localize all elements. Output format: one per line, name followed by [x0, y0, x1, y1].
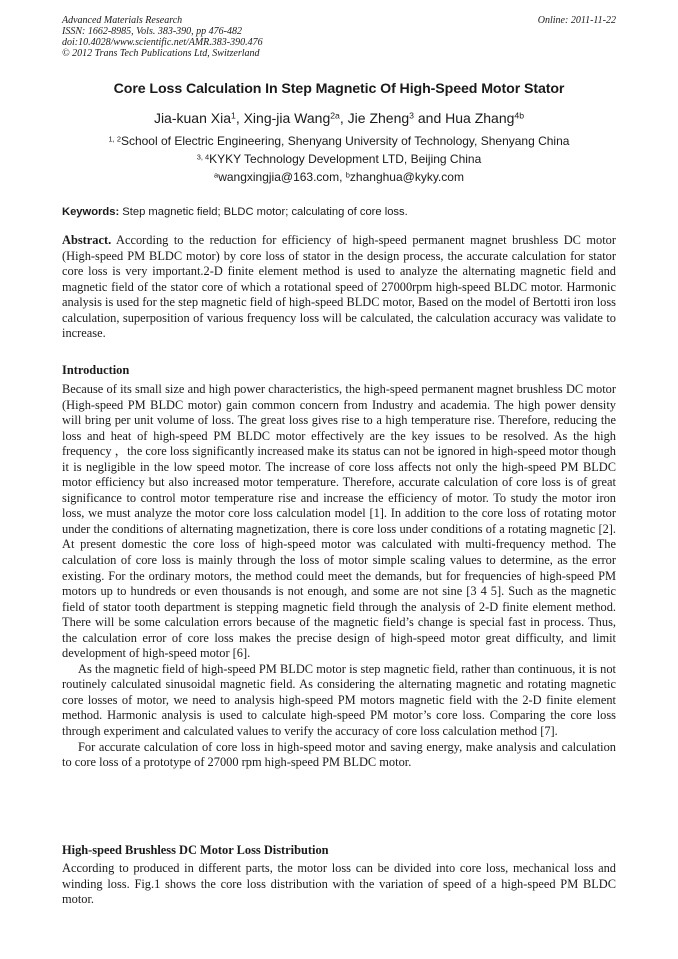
author-name: Hua Zhang — [445, 110, 515, 126]
author-affiliation-marker: 2a — [330, 110, 340, 121]
affiliation-marker: 1, 2 — [108, 134, 121, 144]
author-emails — [40, 170, 638, 184]
journal-name: Advanced Materials Research — [62, 15, 183, 26]
author-affiliation-marker: 4b — [514, 110, 525, 121]
abstract — [62, 233, 616, 342]
abstract-text: According to the reduction for efficiency of high-speed permanent magnet brushless DC motor (High-speed PM BLDC motor) by core loss of stator in the design process, the accurate calculation for stator core loss is very important.2-D finite element method is used to analyze the alternating magnetic field and magnetic field of the stator core of which a rotational speed of 27000rpm high-speed BLDC motor. Harmonic analysis is used for the step magnetic field of high-speed BLDC motor, Based on the model of Bertotti iron loss calculation, superposition of various frequency loss will be calculated, the calculation accuracy was validate to increase. — [62, 233, 616, 341]
affiliation-text: School of Electric Engineering, Shenyang University of Technology, Shenyang China — [120, 134, 570, 148]
loss-distribution-body — [62, 861, 616, 908]
author-name: Jie Zheng — [347, 110, 410, 126]
keywords — [62, 206, 616, 218]
author-separator: , — [235, 110, 244, 126]
email-marker: a — [214, 170, 219, 180]
author-name: Jia-kuan Xia — [153, 110, 231, 126]
email-link[interactable]: zhanghua@kyky.com — [349, 170, 464, 184]
author-list — [40, 110, 638, 126]
email-link[interactable]: wangxingjia@163.com — [218, 170, 340, 184]
section-heading-introduction: Introduction — [62, 363, 130, 377]
doi-line[interactable]: doi:10.4028/www.scientific.net/AMR.383-390.476 — [62, 37, 263, 48]
author-separator: , — [339, 110, 348, 126]
keywords-label: Keywords: — [62, 206, 120, 218]
affiliation-2 — [40, 152, 638, 166]
affiliation-marker: 3, 4 — [196, 152, 210, 162]
email-separator: , — [339, 170, 346, 184]
journal-header — [62, 15, 616, 59]
copyright-line: © 2012 Trans Tech Publications Ltd, Switzerland — [62, 48, 260, 59]
paragraph: Because of its small size and high power characteristics, the high-speed permanent magnet brushless DC motor (High-speed PM BLDC motor) gain common concern from Industry and academia. The high power density will bring per unit volume of loss. The great loss gives rise to a high temperature rise. Therefore, reducing the loss and heat of high-speed PM BLDC motor effectively are the key issues to be resolved. As the high frequency ，the core loss significantly increased make its status can not be ignored in high-speed motor though it is negligible in the low speed motor. The increase of core loss affects not only the high-speed PM BLDC motor efficiency but also increased motor temperature. Therefore, accurate calculation of core loss is of great significance to control motor temperature rise and increase the efficiency of motor. To study the motor iron loss, we must analyze the motor core loss calculation model [1]. In addition to the core loss of rotating motor under the conditions of alternating magnetization, there is core loss under conditions of a rotating magnetic [2]. At present domestic the core loss of high-speed motor was calculated with multi-frequency method. The calculation of core loss is mainly through the loss of motor simple scaling values to determine, as the error existing. For the ordinary motors, the method could meet the demands, but for frequencies of high-speed PM motors up to hundreds or even thousands is not enough, and some are not sine [3 4 5]. Such as the magnetic field of stator tooth department is stepping magnetic field through the analysis of 2-D finite element method. There will be some calculation errors because of the magnetic field’s change is special fast in process. Thus, the calculation error of core loss makes the precise design of high-speed motor great difficulty, and limit development of high-speed motor [6]. — [62, 382, 616, 661]
paragraph: As the magnetic field of high-speed PM BLDC motor is step magnetic field, rather than continuous, it is not routinely calculated sinusoidal magnetic field. As considering the alternating magnetic and rotating magnetic core losses of motor, we need to analysis high-speed PM motors magnetic field with the 2-D finite element method. Harmonic analysis is used to calculate high-speed PM motor’s core loss. Comparing the core loss through experiment and calculated values to verify the accuracy of core loss calculation method [7]. — [62, 661, 616, 739]
introduction-body — [62, 382, 616, 771]
online-date: Online: 2011-11-22 — [537, 15, 616, 26]
author-affiliation-marker: 3 — [409, 110, 414, 121]
email-marker: b — [345, 170, 350, 180]
paper-title: Core Loss Calculation In Step Magnetic Of High-Speed Motor Stator — [113, 81, 565, 97]
paragraph: According to produced in different parts, the motor loss can be divided into core loss, mechanical loss and winding loss. Fig.1 shows the core loss distribution with the variation of speed of a high-speed PM BLDC motor. — [62, 861, 616, 907]
paragraph: For accurate calculation of core loss in high-speed motor and saving energy, make analysis and calculation to core loss of a prototype of 27000 rpm high-speed PM BLDC motor. — [62, 739, 616, 770]
affiliation-text: KYKY Technology Development LTD, Beijing China — [209, 152, 482, 166]
section-heading-loss-distribution: High-speed Brushless DC Motor Loss Distribution — [62, 843, 329, 857]
author-separator: and — [413, 110, 446, 126]
keywords-text: Step magnetic field; BLDC motor; calculating of core loss. — [119, 206, 408, 218]
issn-line: ISSN: 1662-8985, Vols. 383-390, pp 476-482 — [62, 26, 242, 37]
author-affiliation-marker: 1 — [230, 110, 236, 121]
author-name: Xing-jia Wang — [243, 110, 331, 126]
affiliation-1 — [40, 134, 638, 148]
abstract-label: Abstract. — [62, 233, 112, 247]
